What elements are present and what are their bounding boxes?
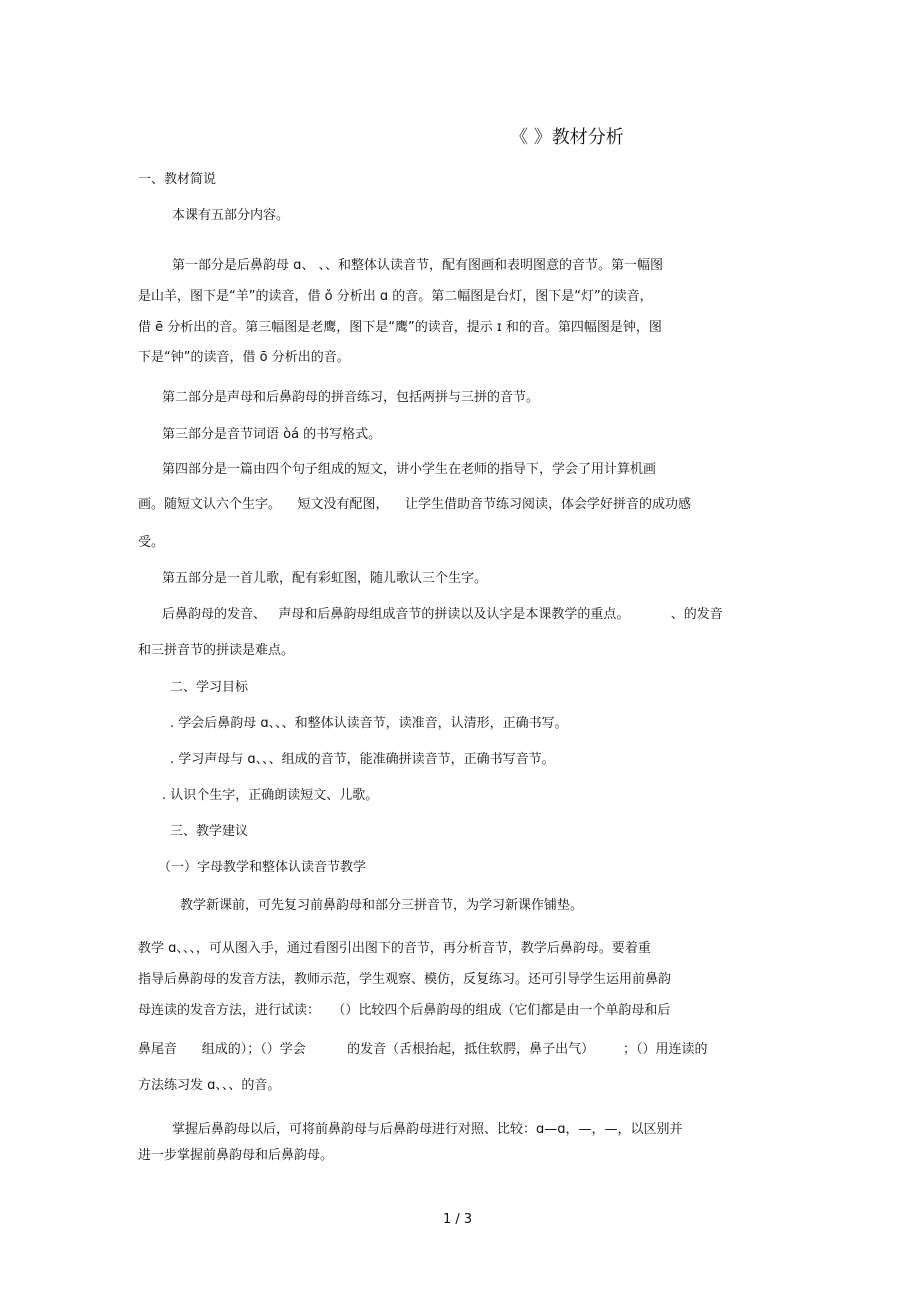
teaching-paragraph-1: 教学新课前，可先复习前鼻韵母和部分三拼音节，为学习新课作铺垫。 (180, 898, 584, 913)
part1-line2: 是山羊，图下是“羊”的读音，借 ǒ 分析出 ɑ 的音。第二幅图是台灯，图下是“灯”的读音， (138, 289, 653, 304)
part1-line1: 第一部分是后鼻韵母 ɑ、 、、和整体认读音节，配有图画和表明图意的音节。第一幅图 (172, 258, 664, 273)
teaching-p2-line5: 方法练习发 ɑ、、、的音。 (138, 1078, 281, 1093)
part4-line2: 画。随短文认六个生字。 短文没有配图， 让学生借助音节练习阅读，体会学好拼音的成功感 (138, 497, 692, 512)
goal-item-2: . 学习声母与 ɑ、、、组成的音节，能准确拼读音节，正确书写音节。 (170, 752, 555, 767)
section-heading-suggestions: 三、教学建议 (170, 824, 249, 839)
subsection-heading: （一）字母教学和整体认读音节教学 (158, 860, 367, 875)
teaching-p2-line4: 鼻尾音 组成的）；（）学会 的发音（舌根抬起，抵住软腭，鼻子出气） ；（）用连读的 (138, 1042, 708, 1057)
teaching-p2-line2: 指导后鼻韵母的发音方法，教师示范，学生观察、模仿，反复练习。还可引导学生运用前鼻韵 (138, 972, 672, 987)
teaching-p2-line1: 教学 ɑ、、、，可从图入手，通过看图引出图下的音节，再分析音节，教学后鼻韵母。要着重 (138, 941, 651, 956)
teaching-p3-line2: 进一步掌握前鼻韵母和后鼻韵母。 (138, 1148, 334, 1163)
part1-line4: 下是“钟”的读音，借 ō 分析出的音。 (138, 350, 350, 365)
section-heading-goals: 二、学习目标 (170, 680, 249, 695)
document-title: 《 》教材分析 (510, 127, 624, 148)
intro-paragraph: 本课有五部分内容。 (172, 208, 290, 223)
section-heading-overview: 一、教材简说 (138, 172, 217, 187)
part1-line3: 借 ē 分析出的音。第三幅图是老鹰，图下是“鹰”的读音，提示 ɪ 和的音。第四幅图是钟，图 (138, 320, 662, 335)
part4-line1: 第四部分是一篇由四个句子组成的短文，讲小学生在老师的指导下，学会了用计算机画 (162, 462, 657, 477)
part3-paragraph: 第三部分是音节词语 òá 的书写格式。 (162, 427, 382, 442)
key-points-line1: 后鼻韵母的发音、 声母和后鼻韵母组成音节的拼读以及认字是本课教学的重点。 、的发音 (162, 607, 723, 622)
page-number: 1 / 3 (443, 1212, 473, 1227)
part2-paragraph: 第二部分是声母和后鼻韵母的拼音练习，包括两拼与三拼的音节。 (162, 390, 540, 405)
goal-item-3: . 认识个生字，正确朗读短文、儿歌。 (162, 788, 379, 803)
teaching-p2-line3: 母连读的发音方法，进行试读： （）比较四个后鼻韵母的组成（它们都是由一个单韵母和后 (138, 1003, 671, 1018)
teaching-p3-line1: 掌握后鼻韵母以后，可将前鼻韵母与后鼻韵母进行对照、比较：ɑ—ɑ，—，—，以区别并 (172, 1122, 683, 1137)
part4-line3: 受。 (138, 535, 165, 550)
part5-paragraph: 第五部分是一首儿歌，配有彩虹图，随儿歌认三个生字。 (162, 571, 488, 586)
goal-item-1: . 学会后鼻韵母 ɑ、、、和整体认读音节，读准音，认清形，正确书写。 (170, 716, 568, 731)
key-points-line2: 和三拼音节的拼读是难点。 (138, 643, 295, 658)
